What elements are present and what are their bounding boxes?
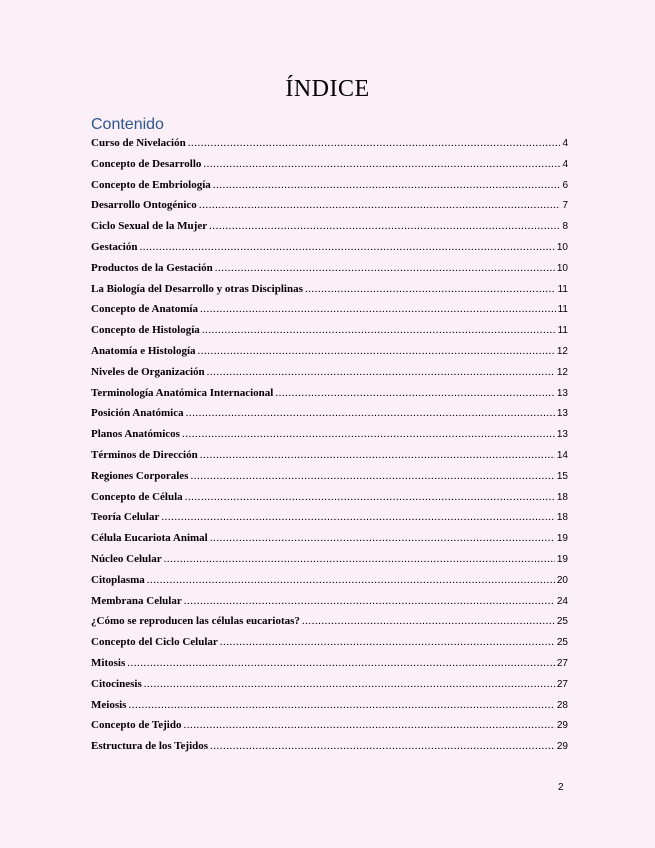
toc-entry-title: Célula Eucariota Animal [91, 532, 208, 545]
toc-dot-leader [147, 574, 555, 586]
toc-entry-page: 25 [556, 616, 568, 628]
toc-entry[interactable] [91, 407, 568, 428]
toc-dot-leader [207, 366, 555, 378]
toc-dot-leader [209, 220, 560, 232]
toc-entry-page: 13 [556, 408, 568, 420]
toc-entry-page: 18 [556, 512, 568, 524]
toc-entry[interactable] [91, 199, 568, 220]
toc-entry[interactable] [91, 387, 568, 408]
toc-entry-page: 11 [557, 304, 568, 316]
toc-entry-title: Desarrollo Ontogénico [91, 199, 197, 212]
toc-dot-leader [199, 199, 560, 211]
toc-dot-leader [188, 137, 560, 149]
toc-entry-page: 15 [556, 470, 568, 482]
toc-entry[interactable] [91, 574, 568, 595]
toc-entry[interactable] [91, 636, 568, 657]
toc-dot-leader [128, 699, 554, 711]
toc-entry-title: Términos de Dirección [91, 448, 198, 461]
toc-entry[interactable] [91, 657, 568, 678]
toc-entry-page: 29 [556, 720, 568, 732]
toc-heading: Contenido [91, 116, 164, 133]
toc-entry-page: 10 [556, 241, 568, 253]
toc-entry-title: Concepto de Célula [91, 490, 183, 503]
toc-entry-page: 13 [556, 429, 568, 441]
toc-dot-leader [184, 595, 555, 607]
toc-entry[interactable] [91, 262, 568, 283]
toc-entry-title: Gestación [91, 240, 138, 253]
toc-dot-leader [200, 449, 555, 461]
toc-entry-title: Curso de Nivelación [91, 137, 186, 149]
toc-dot-leader [164, 553, 555, 565]
toc-entry-title: Núcleo Celular [91, 552, 162, 565]
toc-entry-title: Citoplasma [91, 573, 145, 586]
toc-entry[interactable] [91, 511, 568, 532]
toc-dot-leader [182, 428, 555, 440]
toc-entry-page: 8 [562, 221, 568, 233]
toc-entry[interactable] [91, 137, 568, 158]
toc-entry-title: Estructura de los Tejidos [91, 740, 209, 753]
toc-entry[interactable] [91, 719, 568, 740]
toc-dot-leader [210, 532, 555, 544]
toc-entry-title: Anatomía e Histología [91, 344, 196, 357]
toc-entry[interactable] [91, 324, 568, 345]
toc-entry-page: 12 [556, 366, 568, 378]
toc-entry-page: 7 [562, 200, 568, 212]
toc-entry-title: Concepto de Anatomía [91, 303, 198, 316]
toc-entry-title: Concepto de Desarrollo [91, 157, 202, 170]
table-of-contents [91, 137, 568, 761]
toc-entry-page: 20 [556, 574, 568, 586]
toc-entry[interactable] [91, 366, 568, 387]
toc-entry[interactable] [91, 532, 568, 553]
toc-entry-title: ¿Cómo se reproducen las células eucariotas? [91, 615, 300, 628]
toc-entry-title: Ciclo Sexual de la Mujer [91, 220, 208, 233]
toc-entry-page: 13 [556, 387, 568, 399]
toc-dot-leader [215, 262, 555, 274]
toc-entry-page: 27 [556, 657, 568, 669]
toc-entry[interactable] [91, 740, 568, 761]
toc-entry-page: 29 [556, 741, 568, 753]
page-number: 2 [558, 782, 564, 793]
toc-entry-page: 25 [556, 637, 568, 649]
toc-entry-page: 6 [562, 179, 568, 191]
toc-entry-page: 27 [556, 678, 568, 690]
toc-dot-leader [203, 158, 560, 170]
toc-entry[interactable] [91, 303, 568, 324]
toc-entry-page: 4 [562, 138, 568, 149]
toc-entry[interactable] [91, 158, 568, 179]
toc-entry-title: Terminología Anatómica Internacional [91, 386, 274, 399]
toc-dot-leader [144, 678, 555, 690]
toc-entry-title: Citocinesis [91, 677, 142, 690]
toc-entry-page: 14 [556, 449, 568, 461]
toc-entry-page: 12 [556, 345, 568, 357]
toc-entry[interactable] [91, 345, 568, 366]
toc-entry-page: 28 [556, 699, 568, 711]
toc-entry[interactable] [91, 678, 568, 699]
toc-dot-leader [210, 740, 555, 752]
toc-entry-title: Meiosis [91, 698, 127, 711]
toc-entry[interactable] [91, 179, 568, 200]
toc-entry-page: 10 [556, 262, 568, 274]
toc-entry-title: Teoría Celular [91, 511, 160, 524]
toc-entry-title: Concepto de Histología [91, 324, 200, 337]
toc-entry-title: Membrana Celular [91, 594, 182, 607]
toc-entry[interactable] [91, 428, 568, 449]
toc-entry-title: Productos de la Gestación [91, 261, 213, 274]
toc-dot-leader [202, 324, 556, 336]
toc-dot-leader [302, 615, 555, 627]
toc-dot-leader [183, 719, 554, 731]
toc-dot-leader [198, 345, 555, 357]
toc-entry[interactable] [91, 470, 568, 491]
toc-dot-leader [213, 179, 560, 191]
toc-entry-title: Niveles de Organización [91, 365, 205, 378]
toc-entry-title: Concepto de Tejido [91, 719, 182, 732]
toc-entry-title: Mitosis [91, 656, 126, 669]
toc-entry-title: Concepto de Embriología [91, 178, 211, 191]
toc-entry-page: 11 [557, 325, 568, 337]
toc-entry-title: Regiones Corporales [91, 469, 189, 482]
toc-entry[interactable] [91, 553, 568, 574]
toc-dot-leader [200, 303, 556, 315]
toc-entry-title: Planos Anatómicos [91, 428, 180, 441]
toc-entry-title: Posición Anatómica [91, 407, 184, 420]
toc-entry-page: 4 [562, 158, 568, 170]
toc-entry[interactable] [91, 283, 568, 304]
toc-dot-leader [190, 470, 554, 482]
toc-dot-leader [139, 241, 554, 253]
toc-entry[interactable] [91, 615, 568, 636]
toc-entry-page: 18 [556, 491, 568, 503]
toc-entry-page: 24 [556, 595, 568, 607]
toc-entry-page: 19 [556, 533, 568, 545]
toc-dot-leader [127, 657, 555, 669]
toc-entry-page: 19 [556, 553, 568, 565]
toc-entry-title: La Biología del Desarrollo y otras Disciplinas [91, 282, 303, 295]
toc-entry[interactable] [91, 699, 568, 720]
toc-entry[interactable] [91, 595, 568, 616]
toc-entry[interactable] [91, 491, 568, 512]
toc-dot-leader [186, 407, 555, 419]
toc-dot-leader [305, 283, 556, 295]
toc-dot-leader [220, 636, 555, 648]
toc-dot-leader [161, 511, 555, 523]
toc-dot-leader [275, 387, 555, 399]
toc-entry-title: Concepto del Ciclo Celular [91, 636, 218, 649]
toc-entry[interactable] [91, 449, 568, 470]
toc-dot-leader [185, 491, 555, 503]
toc-entry-page: 11 [557, 283, 568, 295]
toc-entry[interactable] [91, 241, 568, 262]
toc-entry[interactable] [91, 220, 568, 241]
page-title: ÍNDICE [285, 76, 370, 102]
